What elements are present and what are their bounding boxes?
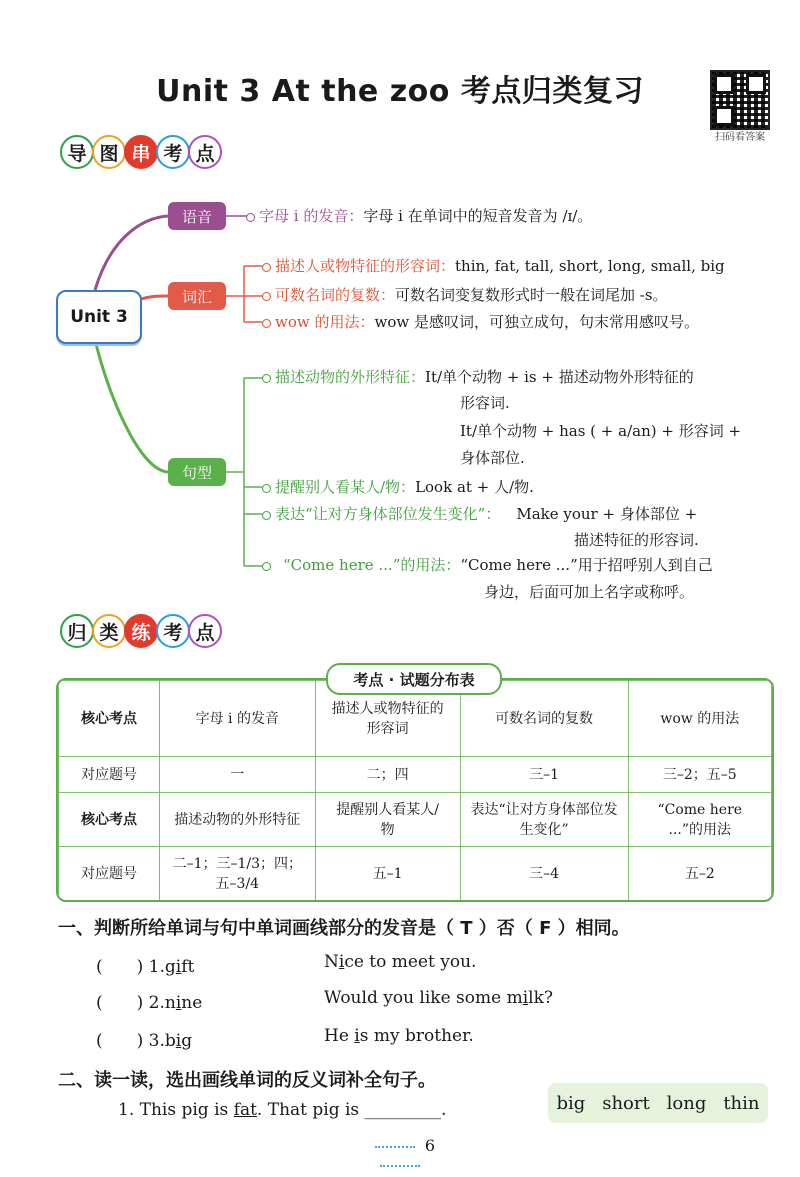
table-cell: 三–4 <box>460 847 628 901</box>
page-title: Unit 3 At the zoo 考点归类复习 <box>156 74 644 109</box>
tag-phonics: 语音 <box>168 202 226 230</box>
table-cell: 对应题号 <box>59 757 160 793</box>
banner-char: 点 <box>188 614 222 648</box>
word-bank-item: thin <box>723 1092 760 1114</box>
section1-sentence: Would you like some milk? <box>324 988 554 1008</box>
banner-char: 考 <box>156 614 190 648</box>
word-bank-item: short <box>602 1092 650 1114</box>
banner-char: 串 <box>124 135 158 169</box>
section1-item: ( ) 2.nine <box>96 993 203 1013</box>
banner-char: 图 <box>92 135 126 169</box>
mm-vocab-line: wow 的用法：wow 是感叹词，可独立成句，句末常用感叹号。 <box>262 311 699 333</box>
answer-blank[interactable]: ( ) <box>96 993 144 1013</box>
section1-item: ( ) 1.gift <box>96 957 195 977</box>
table-cell: 描述人或物特征的形容词 <box>315 681 460 757</box>
mm-sentence-cont: It/单个动物 + has ( + a/an) + 形容词 + <box>460 422 742 440</box>
mm-sentence-cont: 形容词. <box>460 394 510 412</box>
banner-practice <box>60 612 220 650</box>
divider <box>375 1146 415 1148</box>
word-bank <box>548 1083 768 1123</box>
section1-sentence: He is my brother. <box>324 1026 474 1046</box>
mm-sentence-cont: 身边，后面可加上名字或称呼。 <box>484 583 695 601</box>
table-cell: 提醒别人看某人/物 <box>315 793 460 847</box>
banner-char: 归 <box>60 614 94 648</box>
section1-item: ( ) 3.big <box>96 1031 193 1051</box>
answer-blank[interactable]: ( ) <box>96 1031 144 1051</box>
table-row <box>59 847 772 901</box>
table-cell: 一 <box>160 757 316 793</box>
bullet-icon <box>262 292 271 301</box>
bullet-icon <box>262 484 271 493</box>
bullet-icon <box>262 374 271 383</box>
section1-sentence: Nice to meet you. <box>324 952 477 972</box>
table-row <box>59 757 772 793</box>
word-bank-item: long <box>666 1092 707 1114</box>
divider <box>380 1165 420 1167</box>
table-cell: 二–1；三–1/3；四；五–3/4 <box>160 847 316 901</box>
table-cell: 字母 i 的发音 <box>160 681 316 757</box>
mindmap-center: Unit 3 <box>56 290 142 344</box>
table-cell: “Come here ...”的用法 <box>628 793 771 847</box>
qr-label: 扫码看答案 <box>715 132 765 143</box>
table-cell: 三–2；五–5 <box>628 757 771 793</box>
table-caption: 考点 · 试题分布表 <box>326 663 502 695</box>
mm-sentence-line: “Come here ...”的用法：“Come here ...”用于招呼别人到自己 <box>262 554 713 576</box>
mm-vocab-line: 描述人或物特征的形容词：thin, fat, tall, short, long, small, big <box>262 255 725 277</box>
mm-sentence-cont: 身体部位. <box>460 449 525 467</box>
tag-vocab: 词汇 <box>168 282 226 310</box>
word-bank-item: big <box>556 1092 586 1114</box>
table-cell: 五–2 <box>628 847 771 901</box>
banner-char: 点 <box>188 135 222 169</box>
answer-blank[interactable]: ( ) <box>96 957 144 977</box>
banner-char: 考 <box>156 135 190 169</box>
fill-blank[interactable]: . That pig is _________. <box>256 1100 447 1120</box>
bullet-icon <box>262 511 271 520</box>
table-cell: wow 的用法 <box>628 681 771 757</box>
mm-sentence-line: 描述动物的外形特征：It/单个动物 + is + 描述动物外形特征的 <box>262 366 694 388</box>
banner-char: 类 <box>92 614 126 648</box>
mm-sentence-line: 表达“让对方身体部位发生变化”： Make your + 身体部位 + <box>262 503 697 525</box>
table-row <box>59 793 772 847</box>
bullet-icon <box>246 213 255 222</box>
table-cell: 表达“让对方身体部位发生变化” <box>460 793 628 847</box>
mm-sentence-cont: 描述特征的形容词. <box>574 531 699 549</box>
banner-char: 导 <box>60 135 94 169</box>
bullet-icon <box>262 319 271 328</box>
table-cell: 核心考点 <box>59 793 160 847</box>
mm-sentence-line: 提醒别人看某人/物：Look at + 人/物. <box>262 476 534 498</box>
table-cell: 描述动物的外形特征 <box>160 793 316 847</box>
tag-sentence: 句型 <box>168 458 226 486</box>
table-cell: 对应题号 <box>59 847 160 901</box>
bullet-icon <box>262 263 271 272</box>
section2-item: 1. This pig is fat. That pig is _________. <box>118 1100 447 1120</box>
section1-title: 一、判断所给单词与句中单词画线部分的发音是（ T ）否（ F ）相同。 <box>58 918 630 939</box>
table-cell: 二；四 <box>315 757 460 793</box>
table-cell: 五–1 <box>315 847 460 901</box>
page-number: 6 <box>340 1136 460 1174</box>
distribution-table <box>56 678 774 902</box>
table-cell: 可数名词的复数 <box>460 681 628 757</box>
bullet-icon <box>262 562 271 571</box>
mm-vocab-line: 可数名词的复数：可数名词变复数形式时一般在词尾加 -s。 <box>262 284 668 306</box>
section2-title: 二、读一读，选出画线单词的反义词补全句子。 <box>58 1070 436 1091</box>
banner-char: 练 <box>124 614 158 648</box>
mm-phonics-line: 字母 i 的发音：字母 i 在单词中的短音发音为 /ɪ/。 <box>246 205 592 227</box>
table-cell: 核心考点 <box>59 681 160 757</box>
table-cell: 三–1 <box>460 757 628 793</box>
